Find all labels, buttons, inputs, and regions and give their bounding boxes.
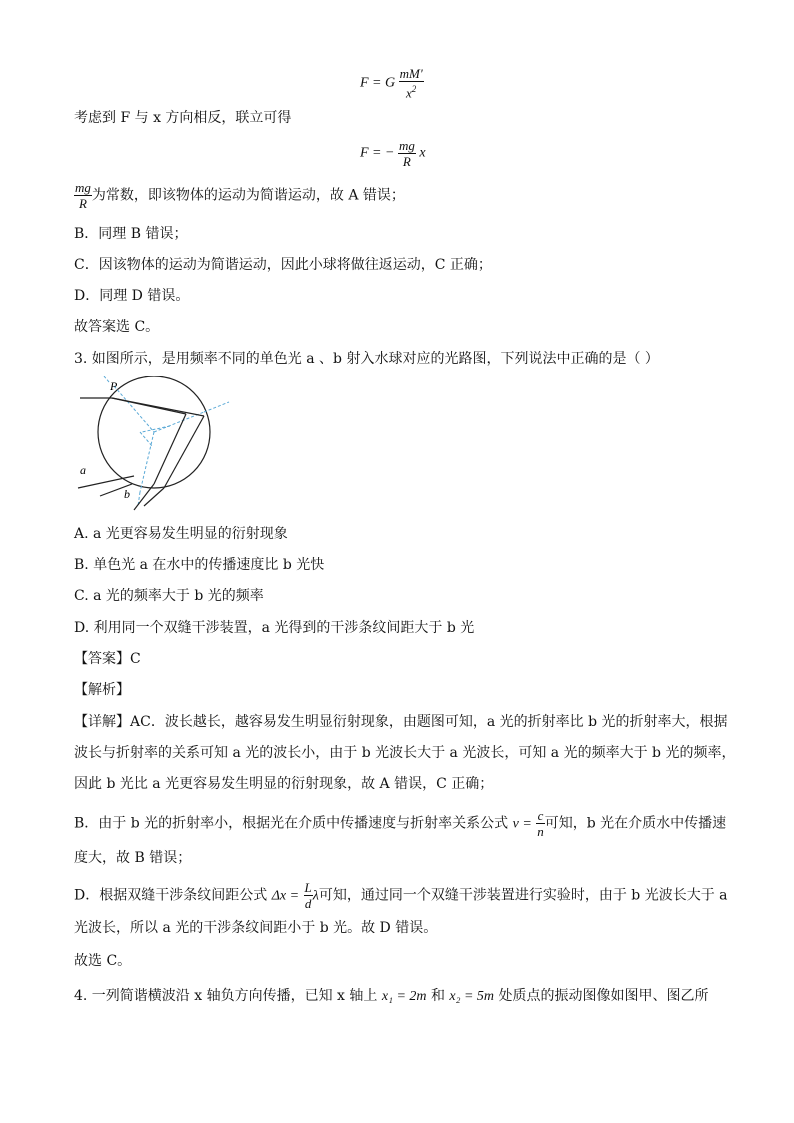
eq1-numerator: mM' — [399, 66, 423, 81]
d-explain-line-2: 光波长，所以 a 光的干涉条纹间距小于 b 光。故 D 错误。 — [74, 920, 438, 936]
option-c: C. a 光的频率大于 b 光的频率 — [74, 588, 264, 604]
light-path-diagram — [74, 376, 234, 511]
d-formula-fraction: $\frac{L}{d}$ — [304, 880, 312, 911]
answer-label: 【答案】C — [74, 651, 141, 667]
analysis-label: 【解析】 — [74, 682, 130, 698]
question-3-stem: 3. 如图所示，是用频率不同的单色光 a 、b 射入水球对应的光路图，下列说法中正确的是（ ） — [74, 351, 659, 367]
d-explain-line-1: D．根据双缝干涉条纹间距公式 Δx = $\frac{L}{d}$ λ可知，通过同一个双缝干涉装置进行实验时，由于 b 光波长大于 a — [74, 880, 728, 911]
answer-q2: 故答案选 C。 — [74, 319, 160, 335]
detail-line-2: 波长与折射率的关系可知 a 光的波长小，由于 b 光波长大于 a 光波长，可知 a 光的频率大于 b 光的频率， — [74, 745, 736, 761]
x1-value: x₁ = 2m — [381, 989, 427, 1004]
final-answer-q3: 故选 C。 — [74, 953, 132, 969]
equation-gravity — [360, 66, 424, 100]
option-c-conclusion: C．因该物体的运动为简谐运动，因此小球将做往返运动，C 正确； — [74, 257, 492, 273]
eq2-tail: x — [419, 145, 426, 161]
label-b: b — [124, 487, 130, 501]
equation-restoring-force — [360, 138, 426, 169]
eq1-fraction — [399, 66, 424, 100]
option-d: D. 利用同一个双缝干涉装置，a 光得到的干涉条纹间距大于 b 光 — [74, 620, 475, 636]
option-b: B. 单色光 a 在水中的传播速度比 b 光快 — [74, 557, 325, 573]
consider-line: 考虑到 F 与 x 方向相反，联立可得 — [74, 110, 292, 126]
d-formula-lhs: Δx = — [271, 888, 300, 904]
eq1-denominator: $x^2$ — [405, 84, 417, 101]
b-explain-line-1: B．由于 b 光的折射率小，根据光在介质中传播速度与折射率关系公式 v = $\frac{c}{n}$ 可知，b 光在介质水中传播速 — [74, 808, 727, 839]
option-a: A. a 光更容易发生明显的衍射现象 — [74, 526, 288, 542]
b-formula-lhs: v = — [512, 816, 532, 832]
const-numerator: mg — [75, 180, 91, 195]
const-text: 为常数，即该物体的运动为简谐运动，故 A 错误； — [91, 187, 405, 204]
detail-line-3: 因此 b 光比 a 光更容易发生明显的衍射现象，故 A 错误，C 正确； — [74, 776, 494, 792]
constant-line — [74, 180, 405, 211]
eq2-numerator: mg — [398, 138, 415, 153]
b-formula-fraction: $\frac{c}{n}$ — [537, 808, 544, 839]
eq2-denominator: R — [402, 154, 411, 169]
option-b-conclusion: B．同理 B 错误； — [74, 226, 188, 242]
option-d-conclusion: D．同理 D 错误。 — [74, 288, 190, 304]
eq2-fraction — [398, 138, 416, 169]
eq1-lhs: F = G — [360, 75, 396, 91]
question-4-stem: 4. 一列简谐横波沿 x 轴负方向传播，已知 x 轴上 x₁ = 2m 和 x₂ = 5m 处质点的振动图像如图甲、图乙所 — [74, 988, 709, 1004]
light-rays — [78, 398, 204, 510]
b-explain-line-2: 度大，故 B 错误； — [74, 850, 192, 866]
label-p: P — [110, 379, 118, 393]
label-a: a — [80, 463, 86, 477]
x2-value: x₂ = 5m — [449, 989, 495, 1004]
const-denominator: R — [78, 196, 87, 211]
detail-line-1: 【详解】AC．波长越长，越容易发生明显衍射现象，由题图可知，a 光的折射率比 b 光的折射率大，根据 — [74, 714, 728, 730]
eq2-lhs: F = − — [360, 145, 395, 161]
const-fraction — [74, 180, 92, 211]
